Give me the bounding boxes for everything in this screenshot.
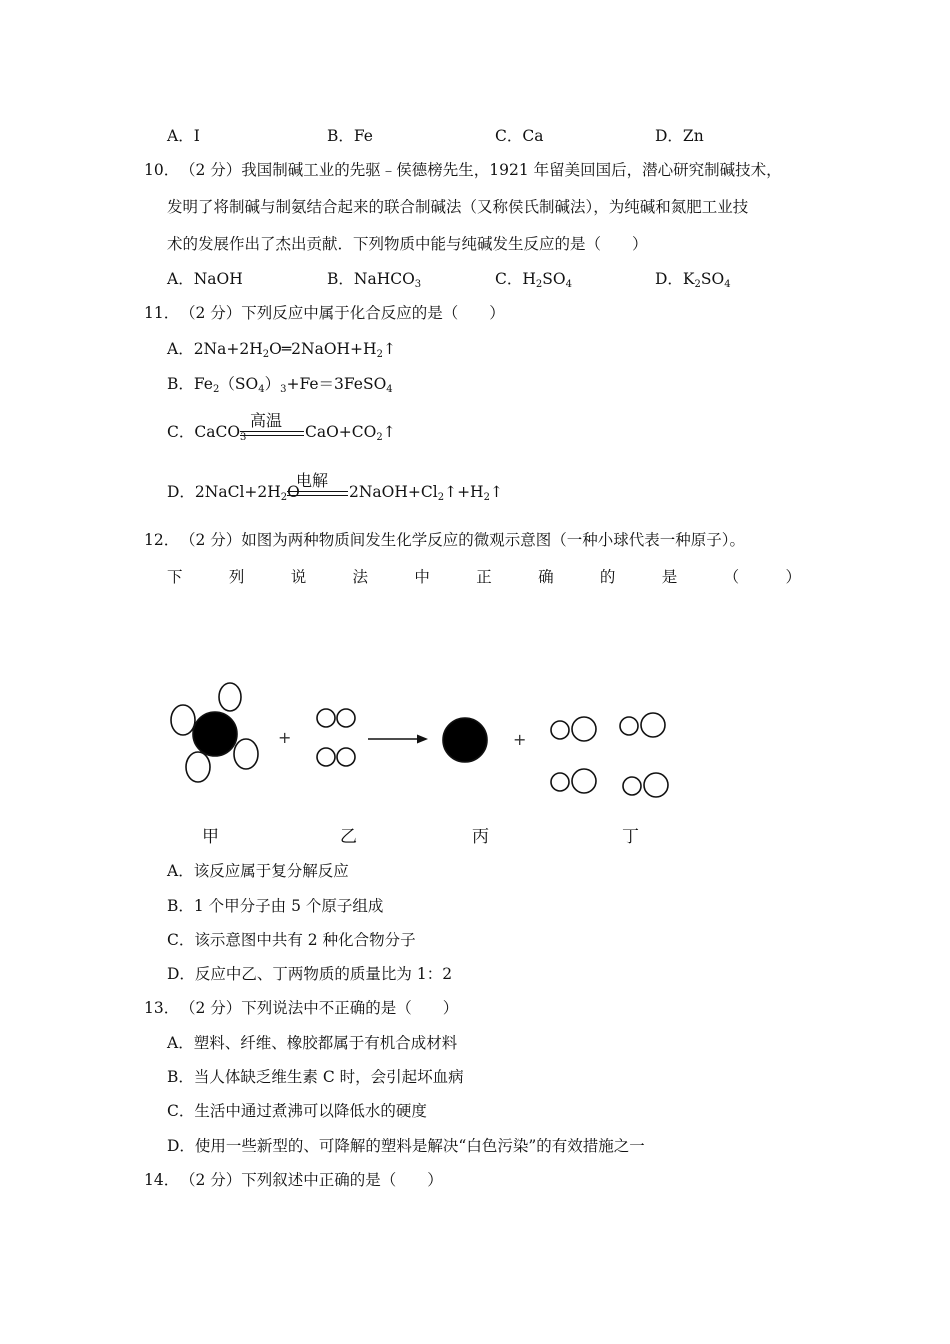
q10-option-d: D．$K_2SO_4$ [655,270,731,290]
label-yi: 乙 [340,827,357,847]
q10-option-c: C．$H_2SO_4$ [495,270,572,290]
yi-atom [337,748,355,766]
q11-option-b: B．$Fe_2(SO_4)_3+Fe=3FeSO_4$ [167,375,393,395]
q11-number: 11． [144,304,180,322]
label-bing: 丙 [472,827,489,847]
jia-small-atom [234,739,258,769]
q11-option-a: A．$2Na+2H_2O═2NaOH+H_2↑$ [167,340,396,360]
q11-option-d-condition: 电解 [296,471,329,490]
q10-stem-line3: 术的发展作出了杰出贡献．下列物质中能与纯碱发生反应的是（ ） [167,235,648,253]
q12-option-c: C．该示意图中共有 2 种化合物分子 [167,931,416,949]
q14-stem: （2 分）下列叙述中正确的是（ ） [180,1171,443,1189]
jia-small-atom [171,705,195,735]
yi-atom [317,748,335,766]
ding-small-atom [623,777,641,795]
q10-option-b: B．NaHCO$_3$ [327,270,422,290]
q12-stem: （2 分）如图为两种物质间发生化学反应的微观示意图（一种小球代表一种原子）。 [180,531,746,549]
q13-number: 13． [144,999,180,1017]
molecule-jia [171,683,258,782]
q10-stem-line1: （2 分）我国制碱工业的先驱﹣侯德榜先生，1921 年留美回国后，潜心研究制碱技术， [180,161,782,179]
q11-stem: （2 分）下列反应中属于化合反应的是（ ） [180,304,505,322]
ding-small-atom [620,717,638,735]
q14-number: 14． [144,1171,180,1189]
jia-small-atom [186,752,210,782]
q13-option-d: D．使用一些新型的、可降解的塑料是解决“白色污染”的有效措施之一 [167,1137,645,1155]
ding-large-atom [641,713,665,737]
molecule-bing [443,718,487,762]
q9-option-d: D．Zn [655,127,704,145]
q10-option-a: A．NaOH [167,270,243,288]
q9-option-a: A．I [167,127,200,145]
ding-large-atom [572,769,596,793]
q13-option-c: C．生活中通过煮沸可以降低水的硬度 [167,1102,427,1120]
yi-atom [337,709,355,727]
ding-large-atom [644,773,668,797]
q12-stem-line2: 下 列 说 法 中 正 确 的 是 （ ） [167,568,801,586]
q10-number: 10． [144,161,180,179]
q11-option-d-left: D．$2NaCl+2H_2O$ [167,483,300,503]
q11-option-c-condition: 高温 [250,411,283,430]
jia-small-atom [219,683,241,711]
q13-option-b: B．当人体缺乏维生素 C 时，会引起坏血病 [167,1068,464,1086]
q12-option-d: D．反应中乙、丁两物质的质量比为 1：2 [167,965,453,983]
q9-option-c: C．Ca [495,127,544,145]
q11-option-c-left: C．CaCO$_3$ [167,423,247,443]
plus-sign: + [278,728,292,747]
q11-option-c-right: $CaO+CO_2↑$ [305,423,396,443]
plus-sign: + [513,730,527,749]
ding-large-atom [572,717,596,741]
q13-option-a: A．塑料、纤维、橡胶都属于有机合成材料 [167,1034,458,1052]
label-ding: 丁 [622,827,639,847]
ding-small-atom [551,773,569,791]
q13-stem: （2 分）下列说法中不正确的是（ ） [180,999,459,1017]
q12-number: 12． [144,531,180,549]
q12-option-a: A．该反应属于复分解反应 [167,862,349,880]
molecule-yi [317,709,355,766]
q12-option-b: B．1 个甲分子由 5 个原子组成 [167,897,384,915]
molecule-ding [551,713,668,797]
q10-stem-line2: 发明了将制碱与制氨结合起来的联合制碱法（又称侯氏制碱法），为纯碱和氮肥工业技 [167,198,749,216]
q9-option-b: B．Fe [327,127,373,145]
label-jia: 甲 [202,827,219,847]
reaction-arrow [368,735,428,744]
jia-large-atom [193,712,237,756]
yi-atom [317,709,335,727]
q11-option-d-right: $2NaOH+Cl_2↑+H_2↑$ [349,483,503,503]
ding-small-atom [551,721,569,739]
